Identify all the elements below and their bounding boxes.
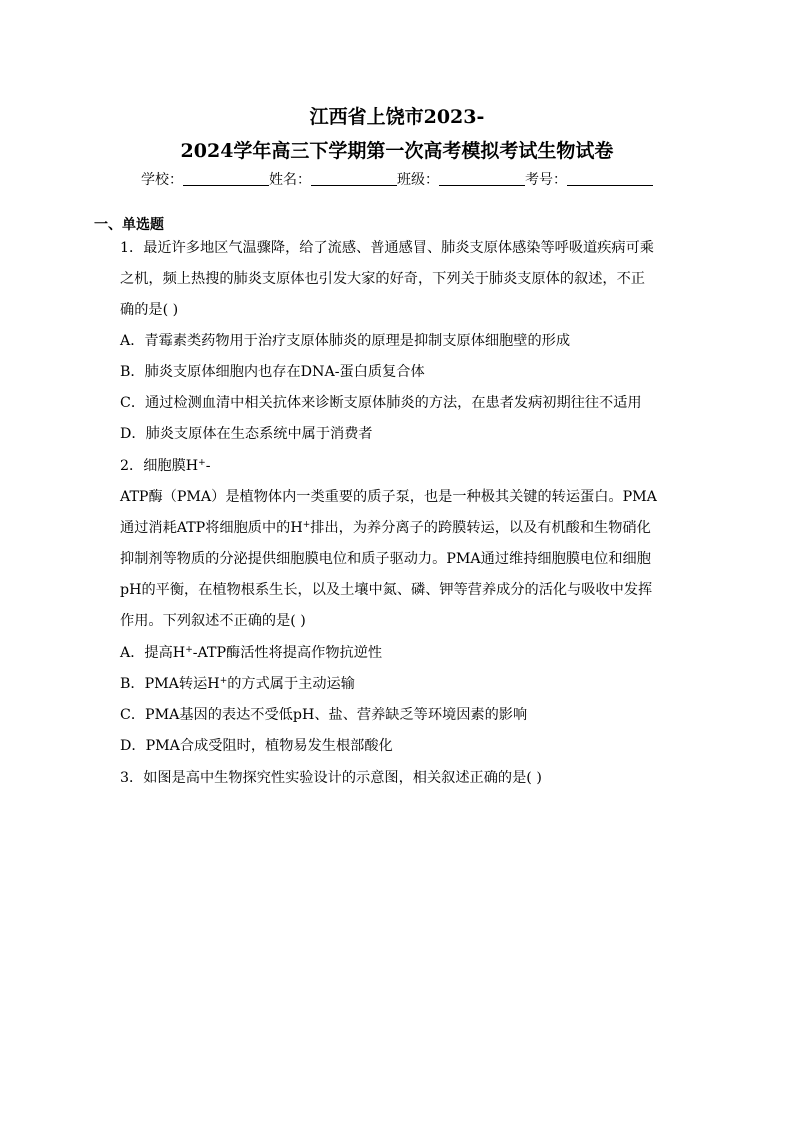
q2-option-b-sup: + <box>219 676 228 686</box>
exam-number-field <box>525 168 653 192</box>
q2-line1-sup: + <box>198 458 206 468</box>
q3-stem-line1: 3．如图是高中生物探究性实验设计的示意图，相关叙述正确的是( ) <box>120 770 542 786</box>
q2-stem-line6: 作用。下列叙述不正确的是( ) <box>120 613 306 629</box>
q2-option-a-text: A．提高H <box>120 645 186 661</box>
school-field <box>141 168 269 192</box>
q2-stem-line5: pH的平衡，在植物根系生长，以及土壤中氮、磷、钾等营养成分的活化与吸收中发挥 <box>120 582 653 598</box>
q1-stem-line3: 确的是( ) <box>120 302 179 318</box>
q2-option-b-tail: 的方式属于主动运输 <box>227 676 355 692</box>
exam-number-label: 考号： <box>525 172 567 188</box>
q2-line3-tail: 排出，为养分离子的跨膜转运，以及有机酸和生物硝化 <box>310 520 651 536</box>
exam-title-line2: 2024学年高三下学期第一次高考模拟考试生物试卷 <box>180 140 614 162</box>
q1-option-d: D．肺炎支原体在生态系统中属于消费者 <box>120 426 373 442</box>
q2-stem-line1 <box>120 456 211 476</box>
q2-stem-line4: 抑制剂等物质的分泌提供细胞膜电位和质子驱动力。PMA通过维持细胞膜电位和细胞 <box>120 551 651 567</box>
q1-option-b: B．肺炎支原体细胞内也存在DNA-蛋白质复合体 <box>120 364 425 380</box>
class-label: 班级： <box>397 172 439 188</box>
q2-stem-line2: ATP酶（PMA）是植物体内一类重要的质子泵，也是一种极其关键的转运蛋白。PMA <box>120 489 657 505</box>
exam-title-line1: 江西省上饶市2023- <box>309 106 485 128</box>
q2-line1-tail: - <box>205 458 211 474</box>
q1-option-c: C．通过检测血清中相关抗体来诊断支原体肺炎的方法，在患者发病初期往往不适用 <box>120 395 642 411</box>
section-heading: 一、单选题 <box>94 217 164 233</box>
q2-option-a-sup: + <box>185 645 193 655</box>
class-blank <box>439 171 525 186</box>
q2-option-c: C．PMA基因的表达不受低pH、盐、营养缺乏等环境因素的影响 <box>120 707 528 723</box>
q2-line3-sup: + <box>302 520 311 530</box>
class-field <box>397 168 525 192</box>
q1-option-a: A．青霉素类药物用于治疗支原体肺炎的原理是抑制支原体细胞壁的形成 <box>120 333 571 349</box>
q2-option-b <box>120 674 355 694</box>
name-blank <box>311 171 397 186</box>
q2-line1-text: 2．细胞膜H <box>120 458 199 474</box>
student-info-line <box>0 168 794 192</box>
q2-option-d: D．PMA合成受阻时，植物易发生根部酸化 <box>120 738 393 754</box>
q1-stem-line2: 之机，频上热搜的肺炎支原体也引发大家的好奇，下列关于肺炎支原体的叙述，不正 <box>120 271 645 287</box>
school-label: 学校： <box>141 172 183 188</box>
q2-option-a-tail: -ATP酶活性将提高作物抗逆性 <box>192 645 383 661</box>
q2-option-b-text: B．PMA转运H <box>120 676 220 692</box>
q2-stem-line3 <box>120 518 651 538</box>
school-blank <box>183 171 269 186</box>
q2-option-a <box>120 643 382 663</box>
q1-stem-line1: 1．最近许多地区气温骤降，给了流感、普通感冒、肺炎支原体感染等呼吸道疾病可乘 <box>120 240 654 256</box>
exam-number-blank <box>567 171 653 186</box>
name-field <box>269 168 397 192</box>
name-label: 姓名： <box>269 172 311 188</box>
q2-line3-text: 通过消耗ATP将细胞质中的H <box>120 520 303 536</box>
